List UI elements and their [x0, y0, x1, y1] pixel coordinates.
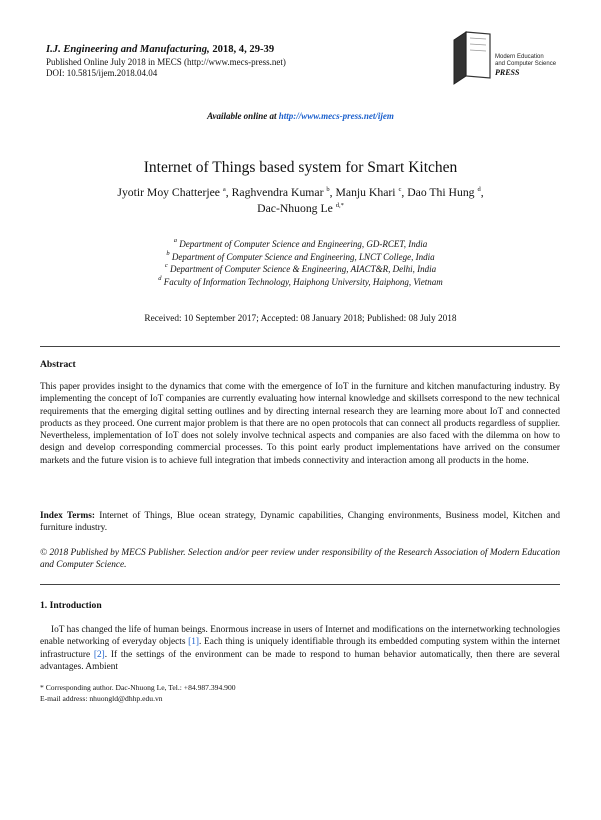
- affiliation-d: [0, 276, 601, 289]
- author-name: Dao Thi Hung: [407, 186, 475, 199]
- affiliation-text: Department of Computer Science and Engineering, LNCT College, India: [171, 251, 435, 262]
- affiliation-c: [0, 263, 601, 276]
- author-sep: ,: [225, 186, 232, 199]
- logo-line3: PRESS: [495, 68, 520, 77]
- author-sup: d,*: [335, 202, 344, 209]
- author-sup: b: [326, 186, 330, 193]
- author-sep: ,: [480, 186, 484, 199]
- footnote-corresponding: * Corresponding author. Dac-Nhuong Le, Tel.: +84.987.394.900: [40, 683, 236, 692]
- affiliations: [0, 238, 601, 288]
- logo-line1: Modern Education: [495, 54, 544, 60]
- author-sup: c: [398, 186, 402, 193]
- available-online: [0, 111, 601, 121]
- publication-dates: Received: 10 September 2017; Accepted: 08 January 2018; Published: 08 July 2018: [144, 314, 457, 324]
- available-prefix: Available online at: [207, 111, 279, 121]
- journal-name: I.J. Engineering and Manufacturing,: [46, 44, 210, 55]
- affiliation-b: [0, 251, 601, 264]
- divider-bottom: [40, 584, 560, 585]
- journal-header: [46, 44, 274, 55]
- index-terms-label: Index Terms:: [40, 511, 95, 521]
- author-sep: ,: [401, 186, 408, 199]
- affiliation-text: Faculty of Information Technology, Haiphong University, Haiphong, Vietnam: [163, 276, 443, 287]
- intro-text-1: IoT has changed the life of human beings. Enormous increase in users of Internet and modifications on the internetworking technologies enable networking of everyday objects: [40, 625, 560, 648]
- journal-url-link[interactable]: http://www.mecs-press.net/ijem: [278, 111, 394, 121]
- introduction-heading: 1. Introduction: [40, 600, 102, 611]
- author-sup: a: [222, 186, 226, 193]
- affiliation-sup: a: [173, 237, 177, 244]
- affiliation-a: [0, 238, 601, 251]
- logo-line2: and Computer Science: [495, 61, 557, 67]
- copyright-notice: © 2018 Published by MECS Publisher. Selection and/or peer review under responsibility of the Research Association of Modern Education and Computer Science.: [40, 548, 560, 571]
- author-sup: d: [477, 186, 481, 193]
- index-terms: [40, 510, 560, 535]
- affiliation-sup: d: [158, 274, 162, 282]
- author-name: Jyotir Moy Chatterjee: [117, 186, 220, 199]
- intro-text-3: . If the settings of the environment can be made to respond to human behavior automatically, then there are several advantages. Ambient: [40, 649, 560, 672]
- author-list: [40, 185, 561, 217]
- reference-link-2[interactable]: [2]: [93, 649, 105, 660]
- author-name: Manju Khari: [335, 186, 396, 199]
- footnote-email: E-mail address: nhuongld@dhhp.edu.vn: [40, 694, 163, 703]
- intro-text-2: . Each thing is uniquely identifiable through its embedded computing system within the internet infrastructure: [40, 637, 560, 660]
- book-logo-icon: [450, 28, 560, 88]
- affiliation-text: Department of Computer Science & Engineering, AIACT&R, Delhi, India: [170, 264, 437, 274]
- index-terms-text: Internet of Things, Blue ocean strategy, Dynamic capabilities, Changing environments, Business model, Kitchen and furniture industry.: [40, 511, 560, 534]
- abstract-heading: Abstract: [40, 359, 76, 370]
- paper-title: Internet of Things based system for Smart Kitchen: [143, 159, 458, 176]
- publisher-logo: [450, 28, 560, 88]
- reference-link-1[interactable]: [1]: [188, 637, 200, 648]
- abstract-text: This paper provides insight to the dynamics that come with the emergence of IoT in the furniture and kitchen manufacturing industry. By implementing the concept of IoT companies are currently evaluating how internal knowledge and skillsets correspond to the new technical requirements that the emerging digital setting outlines and by directing internal research they are learning more about IoT and connected products as they proceed. One current major problem is that there are no open protocols that can connect all products regardless of supplier. Nevertheless, implementation of IoT does not solely involve technical aspects and companies are also faced with the dilemma on how to design and develop corresponding commercial processes. To this point early product implementations have arrived on the consumer markets and the future vision is to achieve full integration that imbeds connectivity and interaction among all products in the home.: [40, 382, 560, 466]
- introduction-text: [40, 624, 560, 673]
- doi-line: DOI: 10.5815/ijem.2018.04.04: [46, 68, 158, 78]
- author-sep: ,: [329, 186, 336, 199]
- affiliation-sup: b: [166, 249, 170, 257]
- published-line: Published Online July 2018 in MECS (http://www.mecs-press.net): [46, 57, 286, 67]
- author-name: Raghvendra Kumar: [231, 186, 324, 199]
- author-name: Dac-Nhuong Le: [257, 202, 333, 215]
- affiliation-sup: c: [164, 262, 168, 269]
- affiliation-text: Department of Computer Science and Engineering, GD-RCET, India: [179, 239, 428, 249]
- divider-top: [40, 346, 560, 347]
- journal-issue: 2018, 4, 29-39: [209, 44, 275, 55]
